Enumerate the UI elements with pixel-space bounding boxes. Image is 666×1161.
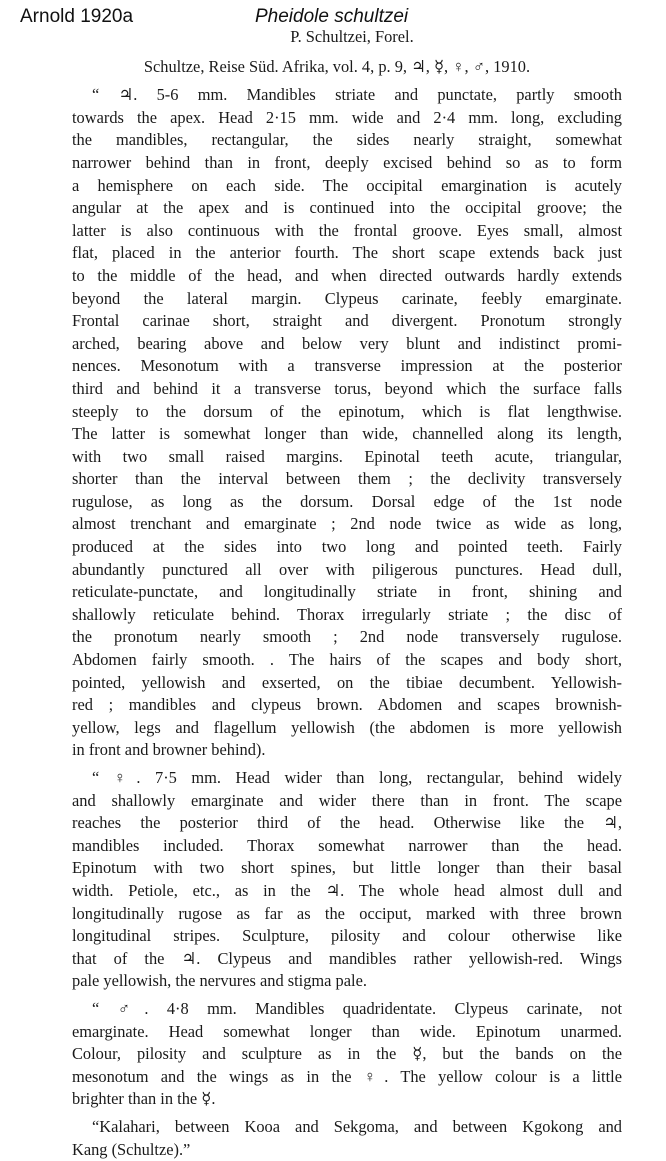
text-line: shallowly reticulate behind. Thorax irregularly striate ; the disc of [52,604,622,627]
text-line: towards the apex. Head 2·15 mm. wide and 2·4 mm. long, excluding [52,107,622,130]
paragraph [52,1116,622,1161]
text-line: Epinotum with two short spines, but little longer than their basal [52,857,622,880]
text-line: Kang (Schultze).” [52,1139,622,1161]
text-line: angular at the apex and is continued into the occipital groove; the [52,197,622,220]
text-line: The latter is somewhat longer than wide, channelled along its length, [52,423,622,446]
text-line: the pronotum nearly smooth ; 2nd node transversely rugulose. [52,626,622,649]
paragraph [52,998,622,1111]
text-line: longitudinally rugose as far as the occiput, marked with three brown [52,903,622,926]
text-line: “ ♃. 5-6 mm. Mandibles striate and punctate, partly smooth [52,84,622,107]
text-line: third and behind it a transverse torus, beyond which the surface falls [52,378,622,401]
text-line: steeply to the dorsum of the epinotum, which is flat lengthwise. [52,401,622,424]
citation-line: Schultze, Reise Süd. Afrika, vol. 4, p. 9, ♃, ☿, ♀, ♂, 1910. [52,56,622,79]
text-line: reaches the posterior third of the head. Otherwise like the ♃, [52,812,622,835]
text-line: a hemisphere on each side. The occipital emargination is acutely [52,175,622,198]
text-line: to the middle of the head, and when directed outwards hardly extends [52,265,622,288]
text-line: “ ♀. 7·5 mm. Head wider than long, rectangular, behind widely [52,767,622,790]
author-year-label: Arnold 1920a [20,6,133,28]
text-line: the mandibles, rectangular, the sides nearly straight, somewhat [52,129,622,152]
text-line: pointed, yellowish and exserted, on the tibiae decumbent. Yellowish- [52,672,622,695]
text-line: almost trenchant and emarginate ; 2nd node twice as wide as long, [52,513,622,536]
text-line: nences. Mesonotum with a transverse impression at the posterior [52,355,622,378]
text-line: emarginate. Head somewhat longer than wide. Epinotum unarmed. [52,1021,622,1044]
species-name-label: Pheidole schultzei [255,6,408,28]
taxon-title: P. Schultzei, Forel. [52,26,622,49]
text-line: arched, bearing above and below very blunt and indistinct promi- [52,333,622,356]
text-line: with two small raised margins. Epinotal teeth acute, triangular, [52,446,622,469]
paragraph [52,767,622,993]
text-line: flat, placed in the anterior fourth. The short scape extends back just [52,242,622,265]
text-line: reticulate-punctate, and longitudinally striate in front, shining and [52,581,622,604]
text-line: and shallowly emarginate and wider there than in front. The scape [52,790,622,813]
text-line: abundantly punctured all over with piligerous punctures. Head dull, [52,559,622,582]
text-line: longitudinal stripes. Sculpture, pilosity and colour otherwise like [52,925,622,948]
text-line: pale yellowish, the nervures and stigma pale. [52,970,622,993]
text-line: yellow, legs and flagellum yellowish (the abdomen is more yellowish [52,717,622,740]
text-line: width. Petiole, etc., as in the ♃. The whole head almost dull and [52,880,622,903]
text-line: brighter than in the ☿. [52,1088,622,1111]
description-paragraphs [52,84,622,1161]
text-line: in front and browner behind). [52,739,622,762]
text-line: mesonotum and the wings as in the ♀. The yellow colour is a little [52,1066,622,1089]
text-line: shorter than the interval between them ; the declivity transversely [52,468,622,491]
text-line: Frontal carinae short, straight and divergent. Pronotum strongly [52,310,622,333]
text-line: red ; mandibles and clypeus brown. Abdomen and scapes brownish- [52,694,622,717]
paragraph [52,84,622,762]
text-line: produced at the sides into two long and pointed teeth. Fairly [52,536,622,559]
text-line: narrower behind than in front, deeply excised behind so as to form [52,152,622,175]
text-line: “Kalahari, between Kooa and Sekgoma, and between Kgokong and [52,1116,622,1139]
text-line: beyond the lateral margin. Clypeus carinate, feebly emarginate. [52,288,622,311]
text-line: rugulose, as long as the dorsum. Dorsal edge of the 1st node [52,491,622,514]
text-line: latter is also continuous with the frontal groove. Eyes small, almost [52,220,622,243]
text-line: mandibles included. Thorax somewhat narrower than the head. [52,835,622,858]
text-line: Colour, pilosity and sculpture as in the ☿, but the bands on the [52,1043,622,1066]
document-body [52,26,622,1161]
text-line: Abdomen fairly smooth. . The hairs of the scapes and body short, [52,649,622,672]
text-line: that of the ♃. Clypeus and mandibles rather yellowish-red. Wings [52,948,622,971]
text-line: “ ♂. 4·8 mm. Mandibles quadridentate. Clypeus carinate, not [52,998,622,1021]
